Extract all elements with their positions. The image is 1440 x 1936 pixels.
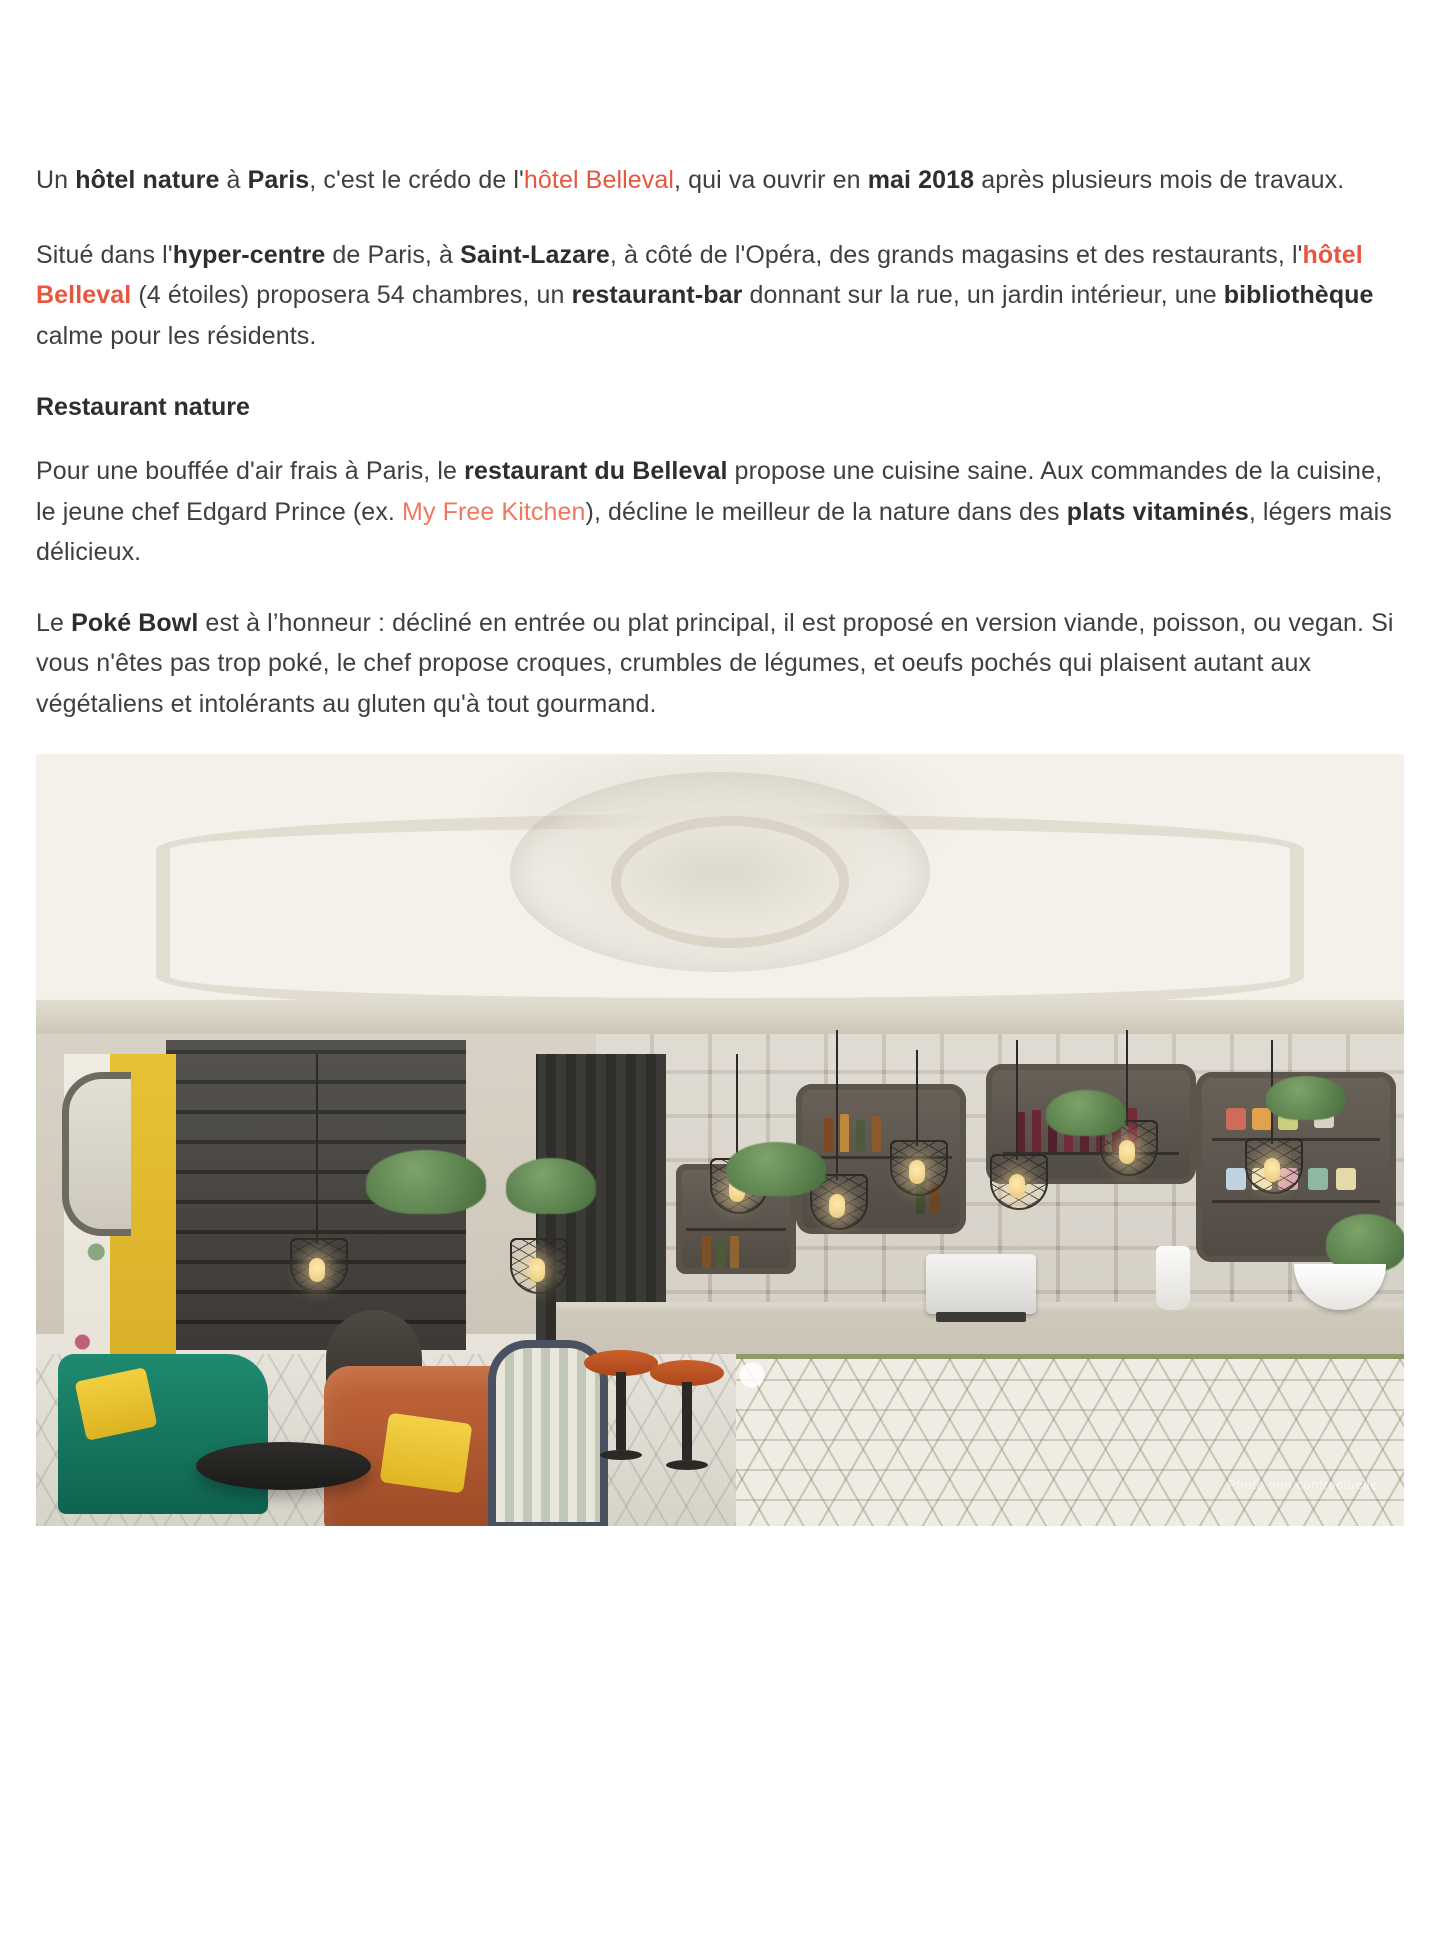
paragraph-intro — [36, 160, 1404, 201]
text-fragment: , légers mais délicieux. — [36, 497, 1392, 566]
hanging-plant-1 — [366, 1150, 486, 1214]
bold-poke-bowl: Poké Bowl — [71, 608, 199, 637]
bar-stool-2 — [650, 1360, 724, 1470]
pendant-lamp-3 — [916, 1050, 918, 1146]
text-fragment: à — [219, 166, 248, 194]
text-fragment: donnant sur la rue, un jardin intérieur, une — [742, 281, 1224, 309]
bar-tile-pattern — [736, 1354, 1404, 1526]
article-figure — [36, 754, 1404, 1526]
link-hotel-belleval-2[interactable]: hôtel Belleval — [36, 240, 1363, 309]
bold-saint-lazare: Saint-Lazare — [460, 240, 610, 269]
paragraph-cuisine — [36, 451, 1404, 573]
text-fragment: propose une cuisine saine. Aux commandes de la cuisine, le jeune chef Edgard Prince (ex. — [36, 457, 1383, 526]
hanging-plant-4 — [1046, 1090, 1126, 1136]
text-fragment: Situé dans l' — [36, 240, 173, 269]
pendant-lamp-7 — [316, 1054, 318, 1244]
text-fragment: calme pour les résidents. — [36, 321, 317, 350]
bold-restaurant-bar: restaurant-bar — [571, 281, 743, 309]
bold-plats-vitamines: plats vitaminés — [1066, 497, 1249, 526]
text-fragment: ), décline le meilleur de la nature dans des — [585, 497, 1067, 526]
restaurant-bar-interior-rendering — [36, 754, 1404, 1526]
espresso-machine — [926, 1254, 1036, 1314]
yellow-pillow-armchair — [380, 1412, 473, 1493]
hanging-plant-5 — [1266, 1076, 1346, 1120]
pendant-lamp-5 — [1126, 1030, 1128, 1126]
ceiling-rosette — [510, 772, 930, 972]
hanging-plant-2 — [506, 1158, 596, 1214]
bold-bibliotheque: bibliothèque — [1223, 281, 1374, 309]
text-fragment: (4 étoiles) proposera 54 chambres, un — [131, 281, 572, 309]
text-fragment: , qui va ouvrir en — [674, 166, 868, 194]
bold-mai-2018: mai 2018 — [867, 166, 975, 194]
paragraph-poke-bowl — [36, 603, 1404, 725]
text-fragment: après plusieurs mois de travaux. — [974, 166, 1345, 194]
cornice — [36, 1000, 1404, 1034]
round-coffee-table — [196, 1442, 371, 1490]
text-fragment: Un — [36, 166, 76, 194]
bold-restaurant-du-belleval: restaurant du Belleval — [464, 457, 728, 485]
article-body — [36, 160, 1404, 1526]
text-fragment: Pour une bouffée d'air frais à Paris, le — [36, 457, 465, 485]
pendant-lamp-4 — [1016, 1040, 1018, 1160]
white-vase — [1156, 1246, 1190, 1310]
text-fragment: , à côté de l'Opéra, des grands magasins et des restaurants, l' — [609, 240, 1303, 269]
paragraph-location — [36, 235, 1404, 357]
pendant-lamp-2 — [836, 1030, 838, 1180]
text-fragment: Le — [36, 608, 72, 637]
bold-hyper-centre: hyper-centre — [172, 240, 326, 269]
hanging-plant-3 — [726, 1142, 826, 1196]
bar-stool-1 — [584, 1350, 658, 1460]
text-fragment: de Paris, à — [325, 240, 461, 269]
photo-credit: Photo non contractuelle — [1227, 1477, 1378, 1492]
bold-paris: Paris — [247, 166, 310, 194]
pendant-lamp-8 — [536, 1054, 538, 1244]
link-my-free-kitchen[interactable]: My Free Kitchen — [402, 497, 586, 526]
text-fragment: , c'est le crédo de l' — [309, 166, 524, 194]
pendant-lamp-1 — [736, 1054, 738, 1164]
link-hotel-belleval[interactable]: hôtel Belleval — [523, 166, 675, 194]
section-heading-restaurant-nature: Restaurant nature — [36, 393, 250, 421]
bold-hotel-nature: hôtel nature — [75, 166, 220, 194]
round-mirror — [62, 1072, 131, 1236]
text-fragment: est à l’honneur : décliné en entrée ou plat principal, il est proposé en version viande, poisson, ou vegan. Si vous n'êtes pas trop poké, le chef propose croques, crumbles de légumes, et oeufs pochés qui plaisent autant aux végétaliens et intolérants au gluten qu'à tout gourmand. — [36, 608, 1394, 718]
